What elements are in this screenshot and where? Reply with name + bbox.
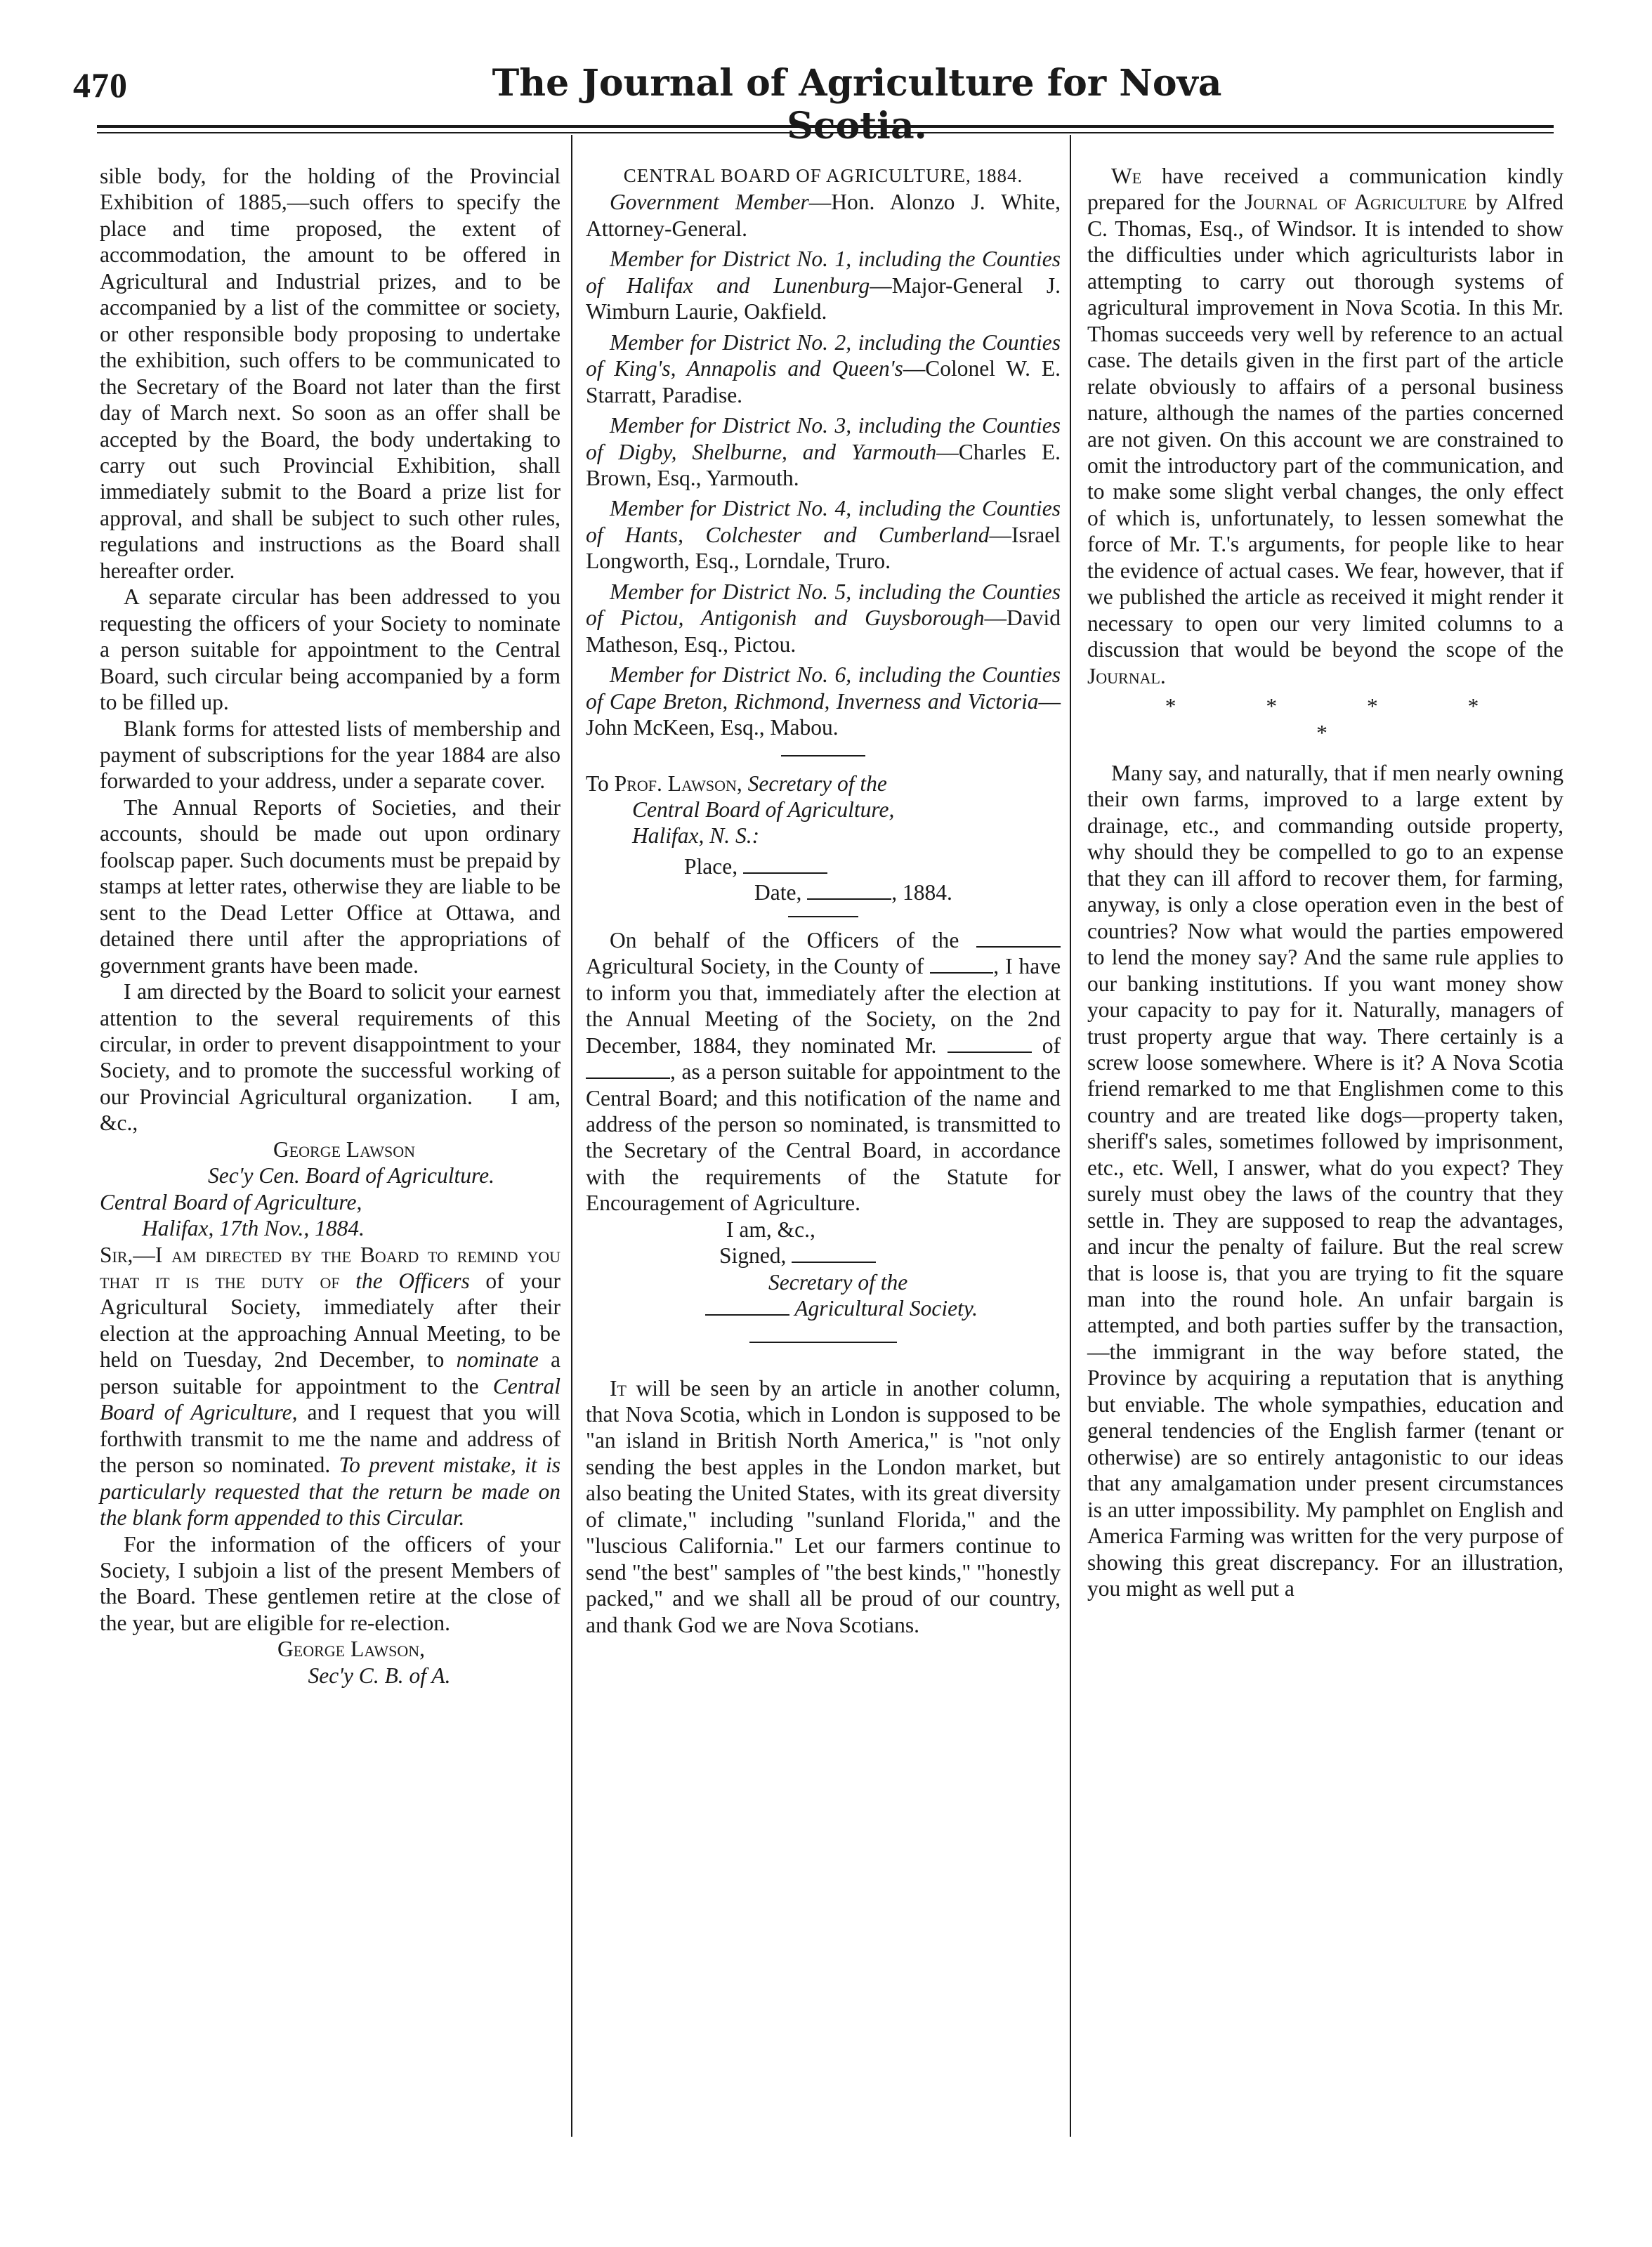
form-close: I am, &c., (726, 1217, 815, 1242)
member-district-6 (586, 662, 1061, 740)
paragraph-sir-letter (100, 1242, 560, 1531)
journal-title: The Journal of Agriculture for Nova (492, 62, 1222, 105)
communication-journal-2: Journal. (1087, 663, 1166, 688)
form-blank-county (930, 958, 993, 974)
paragraph-separate-circular: A separate circular has been addressed to you requesting the officers of your Society to nominate a person suitable for appointment to the Central Board, such circular being accompanied by a form to be filled up. (100, 584, 560, 715)
member-district-4-name: —Israel Longworth, Esq., Lorndale, Truro. (586, 522, 1061, 574)
form-date-line (586, 879, 1061, 905)
board-heading: CENTRAL BOARD OF AGRICULTURE, 1884. (623, 165, 1023, 186)
communication-lead: We (1111, 164, 1142, 188)
paragraph-many-say: Many say, and naturally, that if men nearly owning their own farms, improved to a large extent by drainage, etc., and commanding outside property, why should they be compelled to go to an expense that they can ill afford to recover them, for farming, anyway, is only a close operation even in the best of countries? Now what would the parties empowered to lend the money say? And the same rule applies to our banking institutions. If you want money show your capacity to pay for it. Naturally, managers of trust property argue that way. There certainly is a screw loose somewhere. Where is it? A Nova Scotia friend remarked to me that Englishmen come to this country and are treated like dogs—property taken, sheriff's sales, sometimes followed by imprisonment, etc., etc. Well, I answer, what do you expect? They surely must obey the laws of the country that they settle in. They are supposed to reap the advantages, and incur the penalty of failure. But the real screw that is loose is, that you are trying to fit the square man into the round hole. An unfair bargain is attempted, and both parties suffer by the transaction,—the immigrant in the way before stated, the Province by acquiring a reputation that is anything but enviable. The whole sympathies, education and general tendencies of the English farmer (tenant or otherwise) are so entirely antagonistic to our ideas that any amalgamation under present circumstances is an utter impossibility. My pamphlet on English and America Farming was written for the very purpose of showing this great discrepancy. For an illustration, you might as well put a (1087, 760, 1563, 1601)
form-signed-blank (792, 1247, 876, 1263)
member-district-3-label: Member for District No. 3, including the Counties of Digby, Shelburne, and Yarmouth (586, 413, 1061, 464)
signature-name-2 (100, 1636, 560, 1662)
section-divider-2 (749, 1342, 897, 1343)
member-district-1 (586, 246, 1061, 325)
form-address-to: To (586, 771, 615, 796)
member-district-5 (586, 579, 1061, 657)
form-place-label: Place, (684, 853, 738, 879)
form-address-line-3: Halifax, N. S.: (632, 823, 760, 849)
member-government (586, 189, 1061, 242)
paragraph-earnest-attention (100, 978, 560, 1136)
communication-part-b: by Alfred C. Thomas, Esq., of Windsor. It is intended to show the difficulties under which agriculturists labor in attempting to carry out thorough systems of agricultural improvement in Nova Scotia. In this Mr. Thomas succeeds very well by reference to an actual case. The details given in the first part of the article relate obviously to affairs of a personal business nature, although the names of the parties concerned are not given. On this account we are constrained to omit the introductory part of the communication, and to make some slight verbal changes, the only effect of which is, unfortunately, to lessen somewhat the force of Mr. T.'s arguments, for people like to hear the evidence of actual cases. We fear, however, that if we published the article as received it might render it necessary to open our very limited columns to a discussion that would be beyond the scope of the (1087, 190, 1563, 662)
header-rule-thin (97, 132, 1554, 133)
form-body (586, 927, 1061, 1217)
signature-title-2: Sec'y C. B. of A. (308, 1663, 451, 1688)
signature-name-1-text: George Lawson (273, 1136, 416, 1162)
column-divider-left (571, 135, 572, 2137)
column-divider-right (1070, 135, 1071, 2137)
form-secretary-blank (705, 1300, 789, 1316)
form-secretary-society: Agricultural Society. (794, 1296, 978, 1321)
earnest-attention-text: I am directed by the Board to solicit your earnest attention to the several requirements of this circular, in order to prevent disappointment to your Society, and to promote the successful working of our Provincial Agricultural organization. (100, 979, 560, 1109)
sir-letter-part-c: of your Agricultural Society, immediately after their election at the approaching Annual Meeting, to be held on Tuesday, 2nd December, to (100, 1269, 561, 1373)
paragraph-exhibition-offers: sible body, for the holding of the Provincial Exhibition of 1885,—such offers to specify the place and time proposed, the extent of accommodation, the amount to be offered in Agricultural and Industrial prizes, and to be accompanied by a list of the committee or society, or other responsible body proposing to undertake the exhibition, such offers to be communicated to the Secretary of the Board not later than the first day of March next. So soon as an offer shall be accepted by the Board, the body undertaking to carry out such Provincial Exhibition, shall immediately submit to the Board a prize list for approval, and shall be subject to such other rules, regulations and instructions as the Board shall hereafter order. (100, 164, 560, 583)
column-left (100, 163, 560, 1689)
paragraph-blank-forms: Blank forms for attested lists of membership and payment of subscriptions for the year 1884 are also forwarded to your address, under a separate cover. (100, 716, 560, 794)
form-blank-address (586, 1063, 670, 1079)
section-stars: * * * * * (1165, 694, 1521, 745)
form-signed (586, 1243, 1061, 1269)
sir-letter-part-b: the Officers (355, 1269, 470, 1294)
member-district-6-name: —John McKeen, Esq., Mabou. (586, 688, 1061, 740)
member-district-4-label: Member for District No. 4, including the Counties of Hants, Colchester and Cumberland (586, 496, 1061, 547)
form-body-part-a: On behalf of the Officers of the (610, 927, 959, 952)
sir-letter-part-d: nominate (456, 1347, 539, 1373)
page-number: 470 (73, 65, 128, 105)
member-district-1-label: Member for District No. 1, including the Counties of Halifax and Lunenburg (586, 247, 1061, 298)
communication-part-a: have received a communication kindly prepared for the (1087, 164, 1563, 215)
form-blank-society (976, 932, 1061, 948)
apples-lead: It (610, 1375, 627, 1401)
form-place-blank (743, 858, 827, 874)
paragraph-information: For the information of the officers of your Society, I subjoin a list of the present Members of the Board. These gentlemen retire at the close of the year, but are eligible for re-election. (100, 1531, 560, 1635)
sir-letter-part-h: To prevent mistake, it is particularly requested that the return be made on the blank form appended to this Circular. (100, 1453, 560, 1531)
sir-letter-part-g: and I request that you will forthwith transmit to me the name and address of the person so nominated. (100, 1400, 560, 1478)
member-government-name: —Hon. Alonzo J. White, Attorney-General. (586, 190, 1061, 241)
member-district-4 (586, 495, 1061, 574)
sir-letter-part-a: Sir,—I am directed by the Board to remind you that it is the duty of (100, 1242, 560, 1294)
closing-i-am: I am, &c., (100, 1084, 561, 1136)
column-right (1087, 163, 1563, 1601)
form-date-year: , 1884. (891, 880, 952, 905)
sir-letter-part-f: Central Board of Agriculture, (100, 1373, 560, 1425)
form-body-part-b: Agricultural Society, in the County of (586, 954, 924, 979)
form-body-part-d: of (1042, 1033, 1061, 1058)
member-district-5-label: Member for District No. 5, including the Counties of Pictou, Antigonish and Guysborough (586, 579, 1061, 631)
form-date-blank (807, 884, 891, 900)
apples-text: will be seen by an article in another column, that Nova Scotia, which in London is supposed to be "an island in British North America," is "not only sending the best apples in the London market, but also beating the United States, with its great diversity of climate," including "sunland Florida," and the "luscious California." Let our farmers continue to send "the best" samples of "the best kinds," "honestly packed," and we shall all be proud of our country, and thank God we are Nova Scotians. (586, 1375, 1061, 1637)
member-district-1-name: —Major-General J. Wimburn Laurie, Oakfield. (586, 273, 1061, 325)
form-address-rest: Secretary of the (742, 771, 887, 796)
member-district-6-label: Member for District No. 6, including the Counties of Cape Breton, Richmond, Inverness and Victoria (586, 662, 1061, 714)
form-secretary-line-2 (586, 1295, 1061, 1321)
form-address-name: Prof. Lawson, (614, 771, 742, 796)
signature-title-1: Sec'y Cen. Board of Agriculture. (208, 1163, 494, 1188)
paragraph-communication (1087, 163, 1563, 689)
member-district-2 (586, 329, 1061, 408)
member-district-3 (586, 412, 1061, 491)
form-address-line-1 (586, 771, 1061, 797)
form-place-line (586, 853, 1061, 879)
form-date-label: Date, (754, 880, 802, 905)
paragraph-apples (586, 1375, 1061, 1639)
member-district-5-name: —David Matheson, Esq., Pictou. (586, 605, 1061, 657)
form-secretary-line-1: Secretary of the (768, 1269, 908, 1295)
communication-journal: Journal of Agriculture (1245, 190, 1467, 215)
column-middle (586, 163, 1061, 1638)
sir-letter-part-e: a person suitable for appointment to the (100, 1347, 560, 1398)
form-body-part-e: , as a person suitable for appointment to the Central Board; and this notification of the name and address of the person so nominated, is transmitted to the Secretary of the Central Board, in accordance with the requirements of the Statute for Encouragement of Agriculture. (586, 1059, 1061, 1216)
member-district-3-name: —Charles E. Brown, Esq., Yarmouth. (586, 439, 1061, 490)
form-address-line-2: Central Board of Agriculture, (632, 797, 895, 822)
member-district-2-label: Member for District No. 2, including the Counties of King's, Annapolis and Queen's (586, 329, 1061, 381)
signature-name-1 (100, 1136, 560, 1162)
dateline-halifax: Halifax, 17th Nov., 1884. (142, 1216, 365, 1241)
member-government-label: Government Member (610, 190, 809, 215)
paragraph-annual-reports: The Annual Reports of Societies, and their accounts, should be made out upon ordinary foolscap paper. Such documents must be prepaid by stamps at letter rates, otherwise they are liable to be sent to the Dead Letter Office at Ottawa, and detained there until after the appropriations of government grants have been made. (100, 794, 560, 978)
section-divider (781, 755, 865, 756)
form-body-part-c: , I have to inform you that, immediately after the election at the Annual Meeting of the Society, on the 2nd December, 1884, they nominated Mr. (586, 954, 1061, 1058)
dateline-board: Central Board of Agriculture, (100, 1189, 362, 1214)
form-signed-label: Signed, (719, 1243, 787, 1269)
form-blank-name (948, 1037, 1032, 1053)
form-divider (788, 916, 858, 917)
member-district-2-name: —Colonel W. E. Starratt, Paradise. (586, 356, 1061, 407)
header-rule-thick (97, 125, 1554, 128)
signature-name-2-text: George Lawson, (277, 1637, 425, 1662)
